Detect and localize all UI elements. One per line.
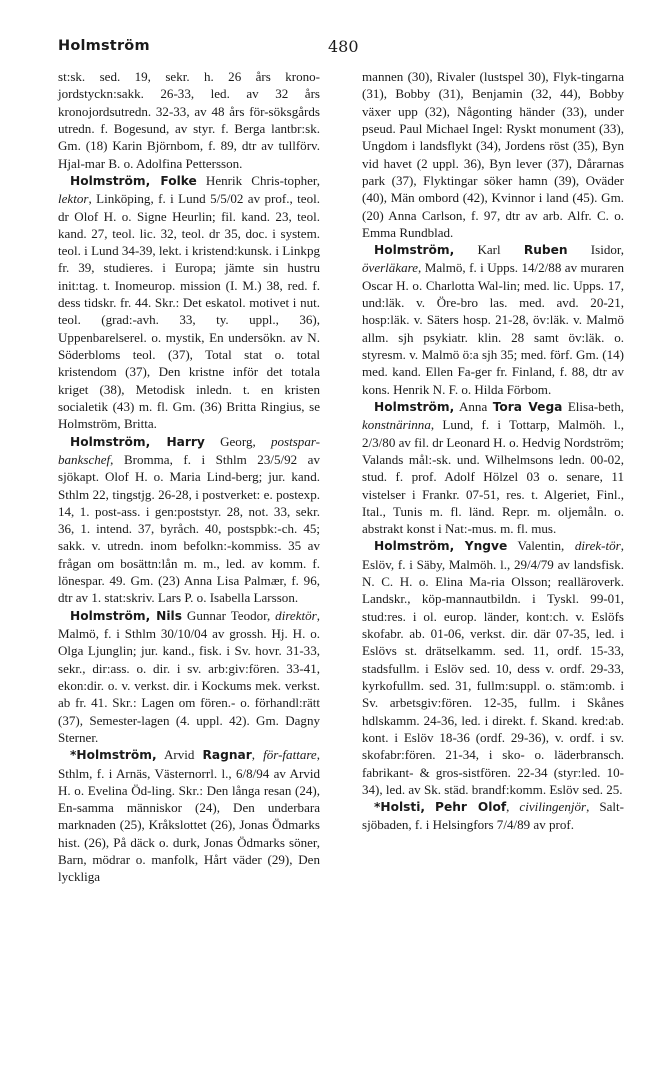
left-column [58, 68, 320, 886]
entry-name: Holmström, Nils [70, 608, 182, 623]
entry-name: *Holsti, [374, 800, 426, 815]
entry-holmstrom-ragnar [58, 746, 320, 886]
entry-separator: , [251, 747, 264, 763]
entry-given-names [454, 538, 465, 553]
entry-text: , Bromma, f. i Sthlm 23/5/92 av sjökapt. Olof H. o. Maria Lind-berg; jur. kand. Sthlm 22, tingstjg. 26-28, i postverket: e. postexp. 14, 1. post-ass. i gen:poststyr. 28, not. 33, sekr. 36, 1. intend. 37, byråch. 40, postspbk:-ch. 45; sakk. v. utredn. inom befolkn:-kommiss. 35 av frågan om bosättn:lån m. m., led. av komm. f. lönespar. 49. Gm. (23) Anna Lisa Palmær, f. 96, dtr av 1. stat:skriv. Lars P. o. Isabella Larsson. [58, 451, 320, 606]
entry-occupation: postspar-bankschef [58, 433, 321, 467]
entry-name: Holmström, Harry [70, 434, 205, 449]
entry-given-names [425, 799, 435, 814]
entry-text: , Lund, f. i Tottarp, Malmöh. l., 2/3/80 av fil. dr Leonard H. o. Hedvig Nordström; Valands mål:-sk. und. Wilhelmsons ledn. 00-02, stud. f. prof. Adolf Hölzel 03 o. senare, 11 vistelser i Frankr. 07-51, res. t. Algeriet, Finl., Ital., Tunis m. fl. länd. Repr. m. oljemåln. o. abstrakt konst i Nat:-mus. m. fl. mus. [362, 417, 624, 537]
entry-continuation [362, 68, 624, 241]
entry-name: Holmström, [374, 243, 455, 258]
entry-text: st:sk. sed. 19, sekr. h. 26 års krono-jordstyckn:sakk. 26-33, led. av 32 års kronojordsutredn. 32-33, av 48 års för-söksgårds utredn. f. Bogesund, av styr. f. Berga lantbr:sk. Gm. (18) Karin Björnbom, f. 89, dtr av tullförv. Hjal-mar B. o. Adolfina Pettersson. [58, 69, 320, 171]
entry-given-names: Anna [454, 398, 493, 414]
entry-text: mannen (30), Rivaler (lustspel 30), Flyk-tingarna (31), Bobby (31), Benjamin (32, 44), Bobby växer upp (32), Någonting händer (33), under pseud. Paul Michael Ingel: Ryskt monument (33), Ungdom i landsflykt (34), Jordens röst (35), Byn vid havet (2 uppl. 36), Byn lever (37), Dårarnas park (37), Flyktingar söker hamn (39), Oväder (40), Män ombord (42), Kvinnor i land (45). Gm. (20) Anna Carlson, f. 97, dtr av arb. Alfr. C. o. Emma Rundblad. [362, 69, 624, 240]
entry-given-names: Karl [454, 242, 524, 258]
entry-name: Holmström, Folke [70, 173, 197, 188]
right-column [362, 68, 624, 834]
entry-name: *Holmström, [70, 748, 157, 763]
entry-text: , Salt-sjöbaden, f. i Helsingfors 7/4/89 av prof. [362, 799, 624, 833]
entry-given-names: Henrik Chris-topher, [196, 172, 320, 188]
entry-holmstrom-ruben [362, 241, 624, 398]
entry-occupation: direk-tör [574, 538, 621, 554]
entry-called-name: Ruben [523, 243, 568, 258]
entry-occupation: direktör [275, 607, 317, 623]
entry-holsti-pehr-olof [362, 798, 624, 834]
entry-text: , Malmö, f. i Sthlm 30/10/04 av grossh. Hj. H. o. Olga Ljunglin; jur. kand., fisk. i Sv. hovr. 31-33, sekr., dir:ass. o. dir. i sv. arb:giv:fören. 33-41, ekon:dir. o. v. verkst. dir. i Kockums mek. verkst. ab fr. 41. Skr.: Lagen om fören.- o. förhandl:rätt (37), Semester-lagen (4. uppl. 42). Gm. Dagny Sterner. [58, 607, 320, 745]
running-head: Holmström [58, 38, 150, 54]
entry-called-name: Tora Vega [492, 399, 563, 414]
entry-holmstrom-nils [58, 607, 320, 747]
entry-name: Holmström, [374, 399, 455, 414]
entry-occupation: civilingenjör [519, 799, 587, 815]
page-header [58, 38, 624, 62]
entry-occupation: konstnärinna [362, 417, 431, 433]
entry-text: , Sthlm, f. i Arnäs, Västernorrl. l., 6/8/94 av Arvid H. o. Evelina Öd-ling. Skr.: Den långa resan (24), En-samma människor (24), Den underbara marknaden (25), Kråkslottet (26), Jonas Ödmarks hist. (26), På däck o. durk, Jonas Ödmarks söner, Barn, mödrar o. manfolk, Hårt väder (29), Den lyckliga [58, 747, 320, 885]
entry-occupation: lektor [58, 191, 89, 207]
entry-text: , Eslöv, f. i Säby, Malmöh. l., 29/4/79 av landsfisk. N. C. H. o. Elina Ma-ria Olsson; realläroverk. Landskr., köp-mannautbildn. i Tyskl. 99-01, stud:res. i ol. europ. länder, kont:ch. v. Eslöfs skofabr. ab. 01-06, verkst. dir. där 07-35, led. i Eslövs st. drätselkamm. sed. 11, ordf. 15-33, stadsfullm. i Eslöv sed. 10, dess v. ordf. 29-33, kyrkofullm. sed. 31, fullm:suppl. o. stäm:omb. i Sv. arbetsgiv:fören. 12-35, fullm. i Skånes hdlskamm. 24-36, led. i direkt. f. Skand. kred:ab. kont. i Eslöv 18-36 (ordf. 29-36), v. ordf. i sv. skofabr:fören. 21-34, i sko- o. läderbransch. fabrikant- & gros-sistfören. 22-34 (styr:led. 10-34), led. av Sk. städ. brandf:komm. Eslöv sed. 25. [362, 538, 624, 797]
entry-holmstrom-tora-vega [362, 398, 624, 538]
entry-text: , Malmö, f. i Upps. 14/2/88 av muraren Oscar H. o. Charlotta Wal-lin; med. lic. Upps. 17, und:läk. v. Öre-bro las. med. avd. 20-21, hosp:läk. v. Säters hosp. 21-28, öv:läk. v. Malmö allm. sjh psykiatr. klin. 28 samt öv:läk. o. styresm. v. Malmö ö:a sjh 35; med. förf. Gm. (14) med. kand. Ellen Fa-ger fr. Finland, f. 88, dtr av kons. Henrik N. F. o. Hilda Förbom. [362, 260, 624, 397]
entry-holmstrom-folke [58, 172, 320, 433]
entry-called-name: Ragnar [202, 748, 252, 763]
entry-given-names: Arvid [156, 747, 203, 763]
entry-holmstrom-harry [58, 433, 320, 607]
entry-text: , Linköping, f. i Lund 5/5/02 av prof., teol. dr Olof H. o. Signe Heurlin; fil. kand. 23, teol. kand. 27, teol. lic. 32, teol. dr 35, doc. i system. teol. i Lund 34-39, lekt. i kristend:kunsk. i Linkpg fr. 39, studieres. i Europa; jämte sin hustru init:tag. t. Inomeurop. mission (I. M.) 38, red. f. dess tidskr. fr. 44. Skr.: Det eskatol. motivet i nut. teol. (grad:-avh. 33, ty. uppl., 36), Uppenbarelserel. o. mystik, En undersökn. av N. Söderbloms teol. (37), Total stat o. total kristendom (37), Den kristne inför det totala kriget (38), Metodisk inledn. t. en kristen socialetik (43) m. fl. Gm. (36) Britta Ringius, se Holmström, Britta. [58, 191, 320, 432]
entry-occupation: överläkare [362, 260, 419, 276]
entry-continuation [58, 68, 320, 172]
entry-given-names-rest: Elisa-beth, [562, 398, 624, 414]
entry-occupation: för-fattare [263, 747, 317, 763]
page-number: 480 [328, 37, 359, 56]
entry-given-names-rest: Valentin, [507, 538, 575, 554]
entry-called-name: Pehr Olof [435, 800, 507, 815]
entry-separator: , [506, 799, 520, 815]
entry-given-names-rest: Isidor, [567, 242, 624, 258]
entry-called-name: Yngve [464, 539, 508, 554]
entry-given-names: Gunnar Teodor, [181, 607, 276, 623]
entry-given-names: Georg, [204, 433, 271, 449]
entry-holmstrom-yngve [362, 537, 624, 798]
entry-name: Holmström, [374, 539, 455, 554]
